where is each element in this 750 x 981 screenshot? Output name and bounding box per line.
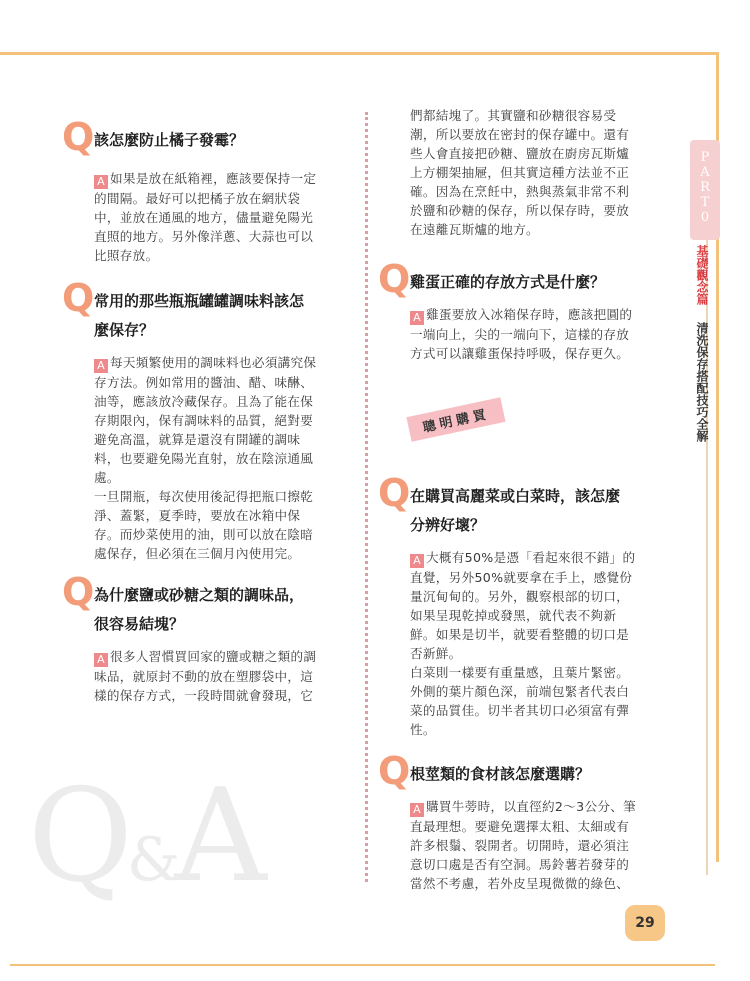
a-icon: A [410, 554, 424, 568]
answer-text: A 購買牛蒡時，以直徑約2～3公分、筆 直最理想。要避免選擇太粗、太細或有 許多根鬚、裂開者。切開時，還必須注 意切口處是否有空洞。馬鈴薯若發芽的 當然不考慮，若外皮呈現微微的綠色、 [410, 799, 637, 891]
qa-item-orange [62, 115, 346, 265]
answer-text: A 每天頻繁使用的調味料也必須講究保 存方法。例如常用的醬油、醋、味醂、 油等，應該放冷藏保存。且為了能在保 存期限內，保有調味料的品質，絕對要 避免高溫，就算是還沒有開罐的調味 料，也要避免陽光直射，放在陰涼通風 處。 一旦開瓶，每次使用後記得把瓶口擦乾 淨、蓋緊，夏季時，要放在冰箱中保 存。而炒菜使用的油，則可以放在陰暗 處保存，但必須在三個月內使用完。 [94, 355, 317, 561]
part-letter: T [700, 195, 710, 210]
q-icon: Q [62, 570, 95, 614]
a-icon: A [410, 311, 424, 325]
side-category: 基礎觀念篇 [695, 245, 709, 305]
page-frame-bottom [10, 964, 715, 966]
qa-watermark: Q&A [28, 762, 261, 911]
q-icon: Q [62, 276, 95, 320]
answer-text: A 大概有50%是憑「看起來很不錯」的 直覺，另外50%就要拿在手上，感覺份 量沉甸甸的。另外，觀察根部的切口， 如果呈現乾掉或發黑，就代表不夠新 鮮。如果是切半，就要看整體的切口是 否新鮮。 白菜則一樣要有重量感，且葉片緊密。 外側的葉片顏色深，前端包緊者代表白 菜的品質佳。切半者其切口必須富有彈 性。 [410, 550, 636, 737]
q-icon: Q [378, 471, 411, 515]
smart-buying-stamp: 聰明購買 [406, 397, 505, 441]
continued-answer [410, 106, 672, 239]
question-title: 根莖類的食材該怎麼選購？ [410, 765, 591, 783]
column-divider [365, 112, 368, 882]
qa-item-salt-clumping [62, 570, 346, 705]
q-icon: Q [62, 115, 95, 159]
side-book-title: 清洗保存搭配技巧全解 [695, 322, 709, 442]
a-icon: A [94, 175, 108, 189]
part-letter: P [700, 150, 710, 165]
answer-text: 們都結塊了。其實鹽和砂糖很容易受 潮，所以要放在密封的保存罐中。還有 些人會直接把砂糖、鹽放在廚房瓦斯爐 上方棚架抽屜，但其實這種方法並不正 確。因為在烹飪中，熱與蒸氣非常不利 於鹽和砂糖的保存，所以保存時，要放 在遠離瓦斯爐的地方。 [410, 108, 630, 237]
q-icon: Q [378, 257, 411, 301]
question-title: 該怎麼防止橘子發霉？ [94, 131, 245, 149]
q-icon: Q [378, 749, 411, 793]
answer-text: A 雞蛋要放入冰箱保存時，應該把圓的 一端向上，尖的一端向下，這樣的存放 方式可以讓雞蛋保持呼吸，保存更久。 [410, 307, 633, 361]
qa-item-seasonings [62, 276, 346, 563]
part-number: 0 [700, 210, 710, 225]
question-title: 雞蛋正確的存放方式是什麼？ [410, 273, 606, 291]
part-letter: R [700, 180, 710, 195]
a-icon: A [94, 359, 108, 373]
answer-text: A 很多人習慣買回家的鹽或糖之類的調 味品，就原封不動的放在塑膠袋中，這 樣的保存方式，一段時間就會發現，它 [94, 649, 317, 703]
page-number: 29 [625, 905, 665, 941]
page-frame-top [0, 52, 718, 55]
answer-text: A 如果是放在紙箱裡，應該要保持一定 的間隔。最好可以把橘子放在網狀袋 中，並放在通風的地方，儘量避免陽光 直照的地方。另外像洋蔥、大蒜也可以 比照存放。 [94, 171, 317, 263]
question-title: 在購買高麗菜或白菜時，該怎麼 分辨好壞？ [410, 487, 621, 534]
part-letter: A [700, 165, 710, 180]
part-tab [690, 140, 720, 240]
question-title: 為什麼鹽或砂糖之類的調味品， 很容易結塊？ [94, 586, 305, 633]
question-title: 常用的那些瓶瓶罐罐調味料該怎 麼保存？ [94, 292, 305, 339]
a-icon: A [410, 803, 424, 817]
qa-item-root-vegetables [378, 749, 672, 893]
qa-item-cabbage [378, 471, 672, 739]
qa-item-eggs [378, 257, 672, 363]
a-icon: A [94, 653, 108, 667]
